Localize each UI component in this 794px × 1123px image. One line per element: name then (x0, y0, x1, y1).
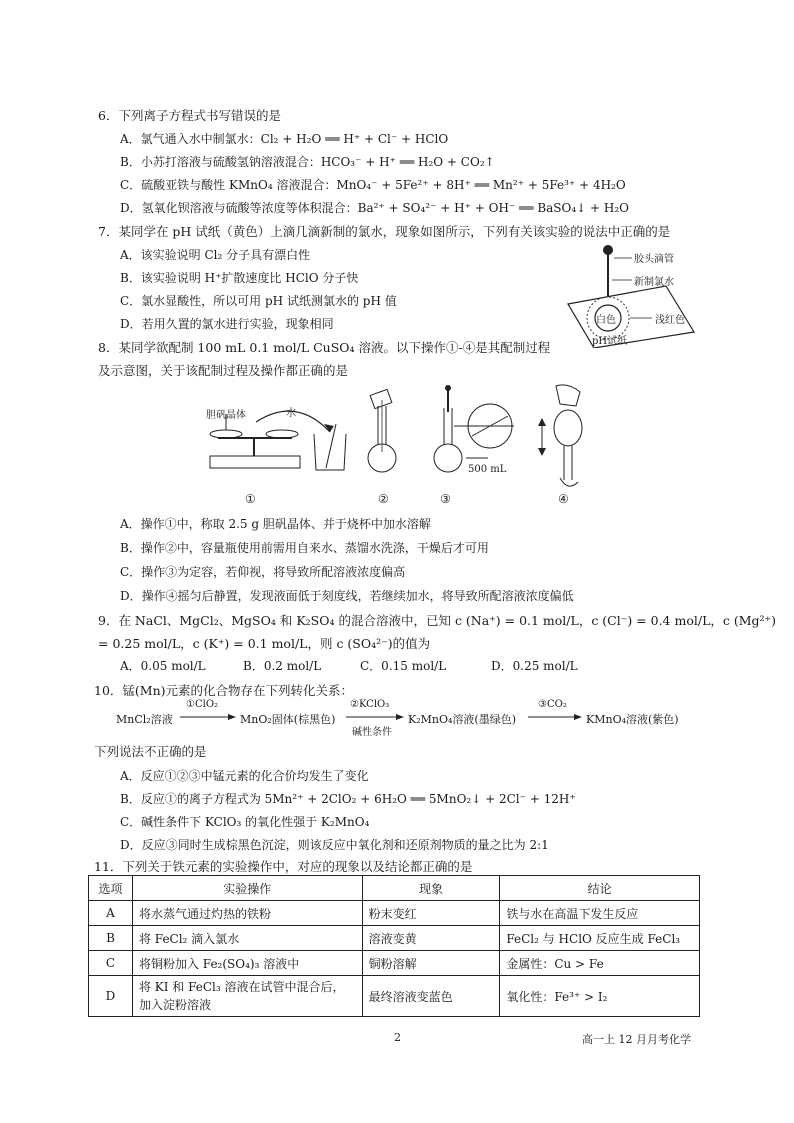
label-dropper: 胶头滴管 (634, 254, 674, 265)
q10-option-a: A．反应①②③中锰元素的化合价均发生了变化 (120, 769, 369, 783)
row-a-operation: 将水蒸气通过灼热的铁粉 (132, 901, 362, 926)
q11-experiment-table (88, 875, 700, 1017)
step-1-marker: ① (245, 492, 256, 506)
q8-stem-line2: 及示意图，关于该配制过程及操作都正确的是 (98, 363, 349, 378)
chain-arrow-2 (346, 712, 404, 722)
q9-option-b: B．0.2 mol/L (243, 659, 322, 673)
row-c-operation: 将铜粉加入 Fe₂(SO₄)₃ 溶液中 (132, 951, 362, 976)
row-b-operation: 将 FeCl₂ 滴入氯水 (132, 926, 362, 951)
label-chlorine-water: 新制氯水 (634, 277, 674, 288)
q9-option-d: D．0.25 mol/L (491, 659, 578, 673)
q9-option-a: A．0.05 mol/L (120, 659, 206, 673)
row-a-phenomenon: 粉末变红 (362, 901, 500, 926)
header-operation: 实验操作 (132, 876, 362, 901)
chain-mncl2: MnCl₂溶液 (116, 713, 173, 726)
chain-mno2: MnO₂固体(棕黑色) (240, 713, 336, 726)
row-a-option: A (89, 901, 133, 926)
q8-option-a: A．操作①中，称取 2.5 g 胆矾晶体、并于烧杯中加水溶解 (120, 517, 431, 531)
inverted-flask-4 (554, 410, 582, 446)
q8-stem-line1: 8．某同学欲配制 100 mL 0.1 mol/L CuSO₄ 溶液。以下操作①-④是其配制过程 (98, 340, 551, 355)
row-c-phenomenon: 铜粉溶解 (362, 951, 500, 976)
balance-pan-left (210, 430, 242, 438)
row-d-conclusion: 氧化性：Fe³⁺ > I₂ (500, 976, 700, 1017)
table-row (89, 901, 700, 926)
q8-option-d: D．操作④摇匀后静置，发现液面低于刻度线，若继续加水，将导致所配溶液浓度偏低 (120, 589, 574, 603)
row-d-operation: 将 KI 和 FeCl₃ 溶液在试管中混合后，加入淀粉溶液 (132, 976, 362, 1017)
chain-arrow2-label: ②KClO₃ (350, 699, 390, 710)
exam-title: 高一上 12 月月考化学 (582, 1033, 691, 1046)
chain-arrow3-label: ③CO₂ (538, 699, 567, 710)
q8-option-c: C．操作③为定容，若仰视，将导致所配溶液浓度偏高 (120, 565, 406, 579)
balance-base (210, 456, 300, 468)
q10-option-d: D．反应③同时生成棕黑色沉淀，则该反应中氧化剂和还原剂物质的量之比为 2:1 (120, 838, 549, 852)
header-option: 选项 (89, 876, 133, 901)
q8-option-b: B．操作②中，容量瓶使用前需用自来水、蒸馏水洗涤，干燥后才可用 (120, 541, 489, 555)
step-2-marker: ② (378, 492, 389, 506)
q9-stem-line1: 9．在 NaCl、MgCl₂、MgSO₄ 和 K₂SO₄ 的混合溶液中，已知 c (Na⁺) = 0.1 mol/L，c (Cl⁻) = 0.4 mol/L，c (Mg²⁺) (98, 613, 777, 628)
q7-stem: 7．某同学在 pH 试纸（黄色）上滴几滴新制的氯水，现象如图所示，下列有关该实验的说法中正确的是 (98, 224, 671, 239)
q8-procedure-figure (196, 382, 606, 512)
header-conclusion: 结论 (500, 876, 700, 901)
label-light-red: 浅红色 (655, 315, 685, 326)
q9-stem-line2: = 0.25 mol/L，c (K⁺) = 0.1 mol/L，则 c (SO₄²⁻)的值为 (98, 636, 431, 651)
row-c-option: C (89, 951, 133, 976)
q6-option-a: A．氯气通入水中制氯水：Cl₂ + H₂O ══ H⁺ + Cl⁻ + HClO (120, 132, 449, 146)
q7-option-b: B．该实验说明 H⁺扩散速度比 HClO 分子快 (120, 271, 359, 285)
q10-option-c: C．碱性条件下 KClO₃ 的氧化性强于 K₂MnO₄ (120, 815, 370, 829)
step-4-marker: ④ (558, 492, 569, 506)
table-header-row (89, 876, 700, 901)
chain-arrow2-condition: 碱性条件 (352, 727, 392, 738)
table-row (89, 926, 700, 951)
balance-pan-right (266, 430, 298, 438)
label-water: 水 (286, 408, 296, 419)
row-d-option: D (89, 976, 133, 1017)
q6-stem: 6．下列离子方程式书写错误的是 (98, 108, 281, 123)
dropper-bulb (603, 245, 613, 255)
q10-sub-stem: 下列说法不正确的是 (94, 744, 207, 759)
q6-option-c: C．硫酸亚铁与酸性 KMnO₄ 溶液混合：MnO₄⁻ + 5Fe²⁺ + 8H⁺ ══ Mn²⁺ + 5Fe³⁺ + 4H₂O (120, 178, 626, 192)
q11-stem: 11．下列关于铁元素的实验操作中，对应的现象以及结论都正确的是 (94, 859, 473, 874)
q6-option-d: D．氢氧化钡溶液与硫酸等浓度等体积混合：Ba²⁺ + SO₄²⁻ + H⁺ + OH⁻ ══ BaSO₄↓ + H₂O (120, 201, 630, 215)
q7-option-c: C．氯水显酸性，所以可用 pH 试纸测氯水的 pH 值 (120, 294, 397, 308)
row-c-conclusion: 金属性：Cu > Fe (500, 951, 700, 976)
chain-arrow1-label: ①ClO₂ (186, 699, 219, 710)
step-3-marker: ③ (440, 492, 451, 506)
page-number: 2 (394, 1031, 401, 1044)
q10-option-b: B．反应①的离子方程式为 5Mn²⁺ + 2ClO₂ + 6H₂O ══ 5MnO₂↓ + 2Cl⁻ + 12H⁺ (120, 792, 576, 806)
table-row (89, 951, 700, 976)
q6-option-b: B．小苏打溶液与硫酸氢钠溶液混合：HCO₃⁻ + H⁺ ══ H₂O + CO₂↑ (120, 155, 495, 169)
row-a-conclusion: 铁与水在高温下发生反应 (500, 901, 700, 926)
chain-arrow-3 (528, 712, 582, 722)
q10-stem: 10．锰(Mn)元素的化合物存在下列转化关系： (94, 683, 354, 698)
label-crystal: 胆矾晶体 (206, 410, 246, 421)
label-500ml: 500 mL (468, 464, 507, 475)
row-b-option: B (89, 926, 133, 951)
label-ph-paper: pH试纸 (592, 336, 628, 347)
table-row (89, 976, 700, 1017)
row-b-conclusion: FeCl₂ 与 HClO 反应生成 FeCl₃ (500, 926, 700, 951)
q7-option-a: A．该实验说明 Cl₂ 分子具有漂白性 (120, 248, 311, 262)
row-b-phenomenon: 溶液变黄 (362, 926, 500, 951)
chain-arrow-1 (180, 712, 236, 722)
label-white: 白色 (596, 315, 616, 326)
chain-k2mno4: K₂MnO₄溶液(墨绿色) (408, 713, 516, 726)
row-d-phenomenon: 最终溶液变蓝色 (362, 976, 500, 1017)
q9-option-c: C．0.15 mol/L (360, 659, 447, 673)
volumetric-flask-3 (434, 444, 462, 472)
chain-kmno4: KMnO₄溶液(紫色) (586, 713, 679, 726)
q7-ph-paper-figure (556, 244, 706, 348)
q7-option-d: D．若用久置的氯水进行实验，现象相同 (120, 317, 334, 331)
header-phenomenon: 现象 (362, 876, 500, 901)
